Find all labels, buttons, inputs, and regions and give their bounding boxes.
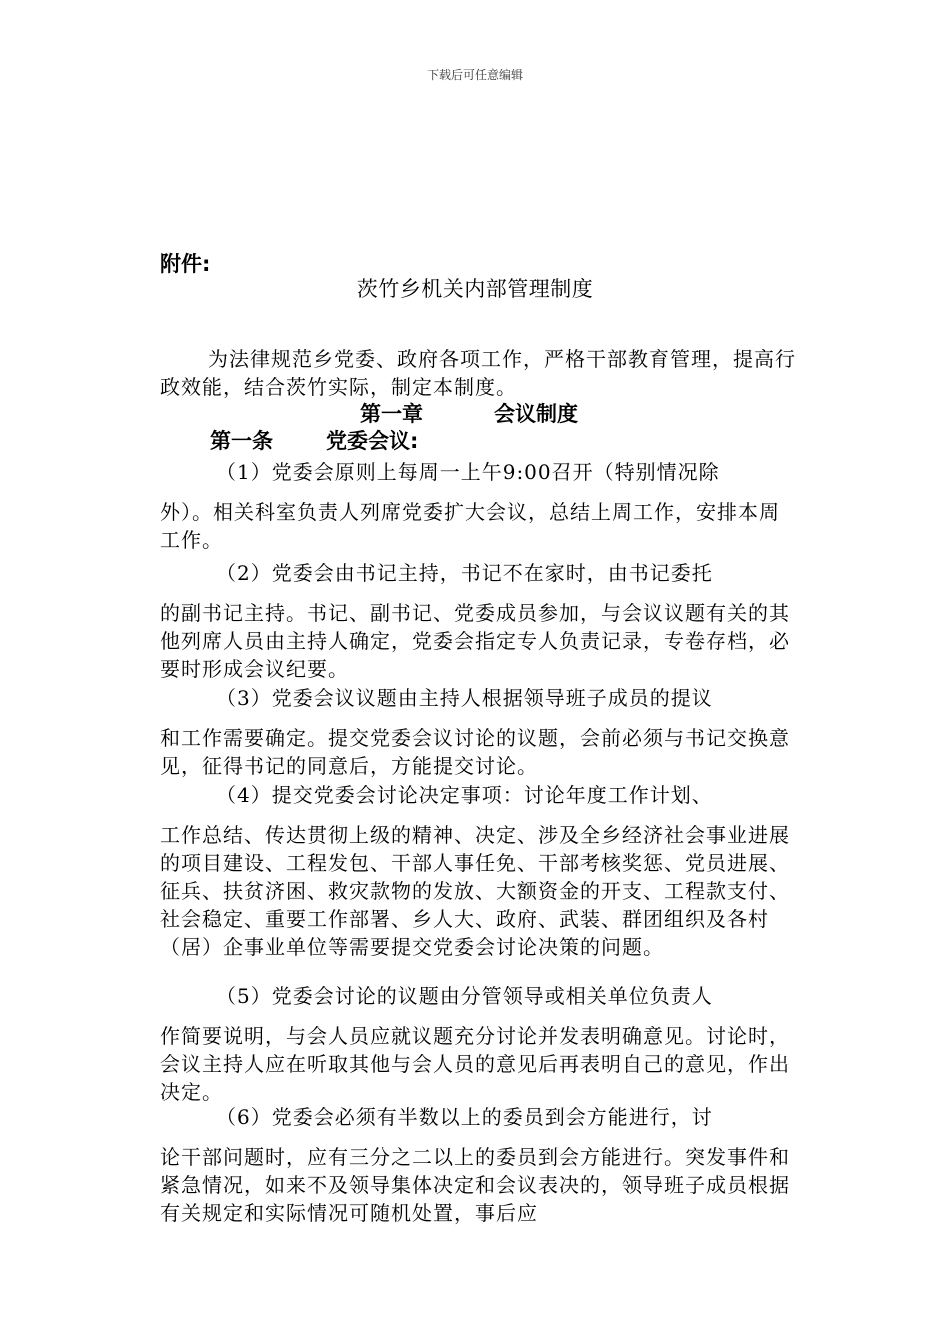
clause-6	[160, 1103, 796, 1227]
clause-rest: 论干部问题时，应有三分之二以上的委员到会方能进行。突发事件和紧急情况，如来不及领导集体决定和会议表决的，领导班子成员根据有关规定和实际情况可随机处置，事后应	[160, 1145, 790, 1225]
clause-2	[160, 559, 796, 683]
clause-rest: 和工作需要确定。提交党委会议讨论的议题，会前必须与书记交换意见，征得书记的同意后，方能提交讨论。	[160, 726, 790, 778]
header-note: 下载后可任意编辑	[426, 68, 523, 82]
attachment-label: 附件:	[160, 252, 211, 276]
clause-5	[160, 982, 796, 1106]
chapter-name: 会议制度	[494, 402, 578, 426]
article-number: 第一条	[210, 429, 273, 453]
clause-first-line: （5）党委会讨论的议题由分管领导或相关单位负责人	[216, 984, 713, 1008]
clause-rest: 工作总结、传达贯彻上级的精神、决定、涉及全乡经济社会事业进展的项目建设、工程发包、干部人事任免、干部考核奖惩、党员进展、征兵、扶贫济困、救灾款物的发放、大额资金的开支、工程款支付、社会稳定、重要工作部署、乡人大、政府、武装、群团组织及各村（居）企事业单位等需要提交党委会讨论决策的问题。	[160, 823, 790, 959]
clause-first-line: （6）党委会必须有半数以上的委员到会方能进行，讨	[216, 1105, 713, 1129]
clause-first-line: （1）党委会原则上每周一上午9:00召开（特别情况除	[216, 460, 720, 484]
article-name: 党委会议:	[326, 429, 419, 453]
clause-3	[160, 684, 796, 780]
clause-first-line: （3）党委会议议题由主持人根据领导班子成员的提议	[216, 686, 713, 710]
clause-1	[160, 458, 796, 554]
clause-4	[160, 781, 796, 961]
document-title: 茨竹乡机关内部管理制度	[356, 277, 594, 301]
clause-rest: 外）。相关科室负责人列席党委扩大会议，总结上周工作，安排本周工作。	[160, 500, 780, 552]
clause-rest: 的副书记主持。书记、副书记、党委成员参加，与会议议题有关的其他列席人员由主持人确定，党委会指定专人负责记录，专卷存档，必要时形成会议纪要。	[160, 601, 790, 681]
clause-first-line: （4）提交党委会讨论决定事项：讨论年度工作计划、	[216, 783, 713, 807]
chapter-number: 第一章	[360, 402, 423, 426]
intro-paragraph: 为法律规范乡党委、政府各项工作，严格干部教育管理，提高行政效能，结合茨竹实际，制定本制度。	[160, 347, 796, 399]
clause-first-line: （2）党委会由书记主持，书记不在家时，由书记委托	[216, 561, 713, 585]
clause-rest: 作简要说明，与会人员应就议题充分讨论并发表明确意见。讨论时，会议主持人应在听取其他与会人员的意见后再表明自己的意见，作出决定。	[160, 1024, 790, 1104]
